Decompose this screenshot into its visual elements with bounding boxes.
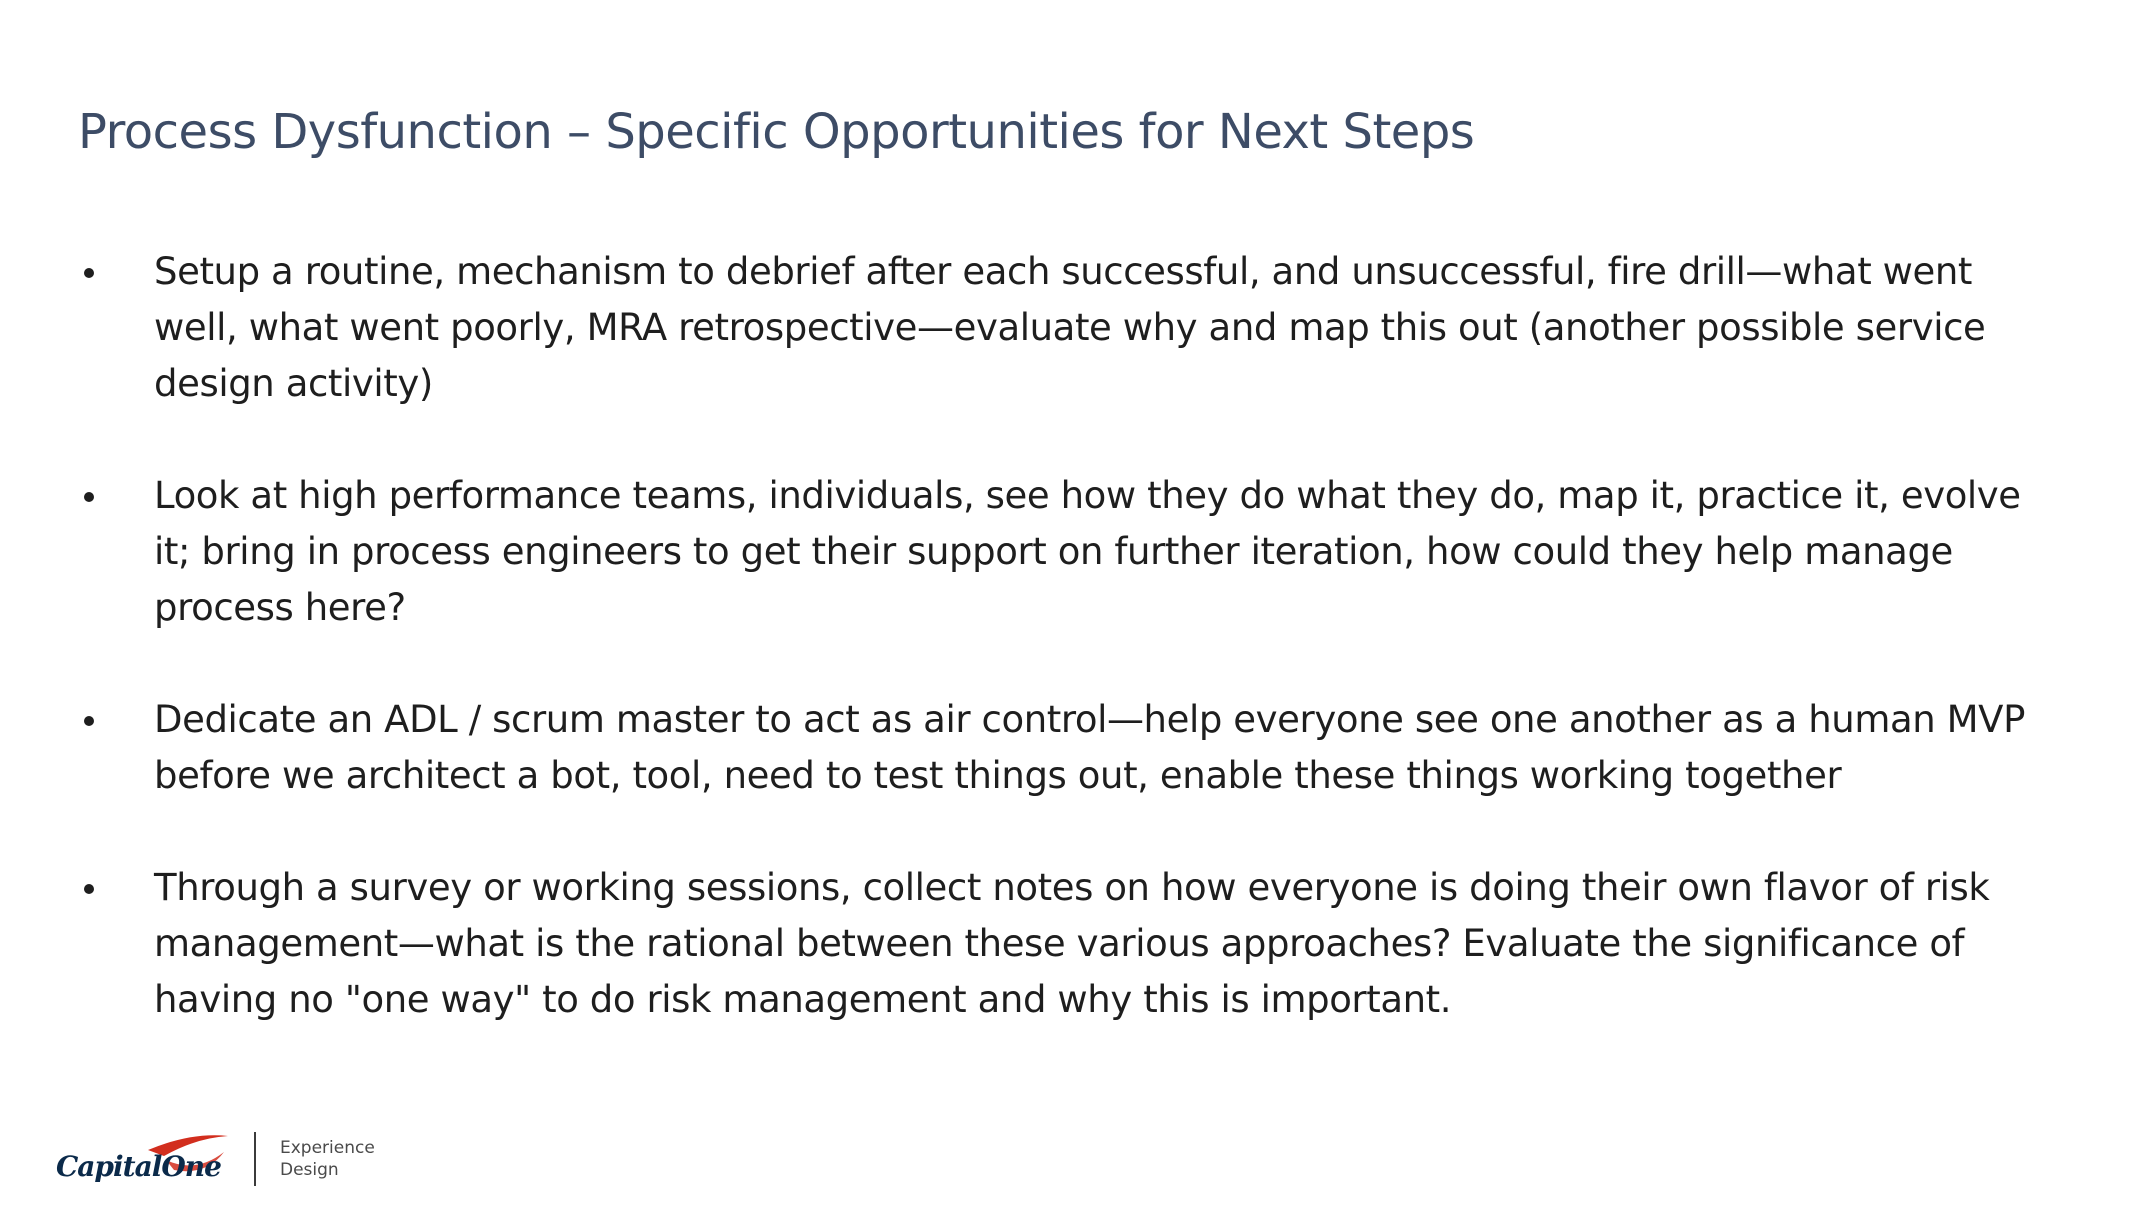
bullet-dot-icon — [84, 492, 94, 502]
capital-one-logo — [56, 1130, 234, 1188]
footer-label-line2: Design — [280, 1160, 339, 1180]
bullet-dot-icon — [84, 884, 94, 894]
bullet-item — [78, 244, 2058, 412]
bullet-text: Dedicate an ADL / scrum master to act as air control—help everyone see one another as a human MVP before we architect a bot, tool, need to test things out, enable these things working together — [154, 698, 2026, 797]
footer-label-line1: Experience — [280, 1138, 375, 1158]
footer — [56, 1130, 375, 1188]
bullet-list — [78, 244, 2058, 1084]
bullet-dot-icon — [84, 268, 94, 278]
footer-divider — [254, 1132, 256, 1186]
bullet-item — [78, 692, 2058, 804]
bullet-text: Through a survey or working sessions, collect notes on how everyone is doing their own flavor of risk management—what is the rational between these various approaches? Evaluate the significance of having no "one way" to do risk management and why this is important. — [154, 866, 1990, 1021]
logo-wordmark: CapitalOne — [56, 1150, 221, 1183]
bullet-dot-icon — [84, 716, 94, 726]
slide-title: Process Dysfunction – Specific Opportunities for Next Steps — [78, 104, 1475, 160]
bullet-item — [78, 860, 2058, 1028]
bullet-item — [78, 468, 2058, 636]
footer-label — [280, 1137, 375, 1181]
bullet-text: Look at high performance teams, individuals, see how they do what they do, map it, practice it, evolve it; bring in process engineers to get their support on further iteration, how could they help manage process here? — [154, 474, 2021, 629]
bullet-text: Setup a routine, mechanism to debrief after each successful, and unsuccessful, fire drill—what went well, what went poorly, MRA retrospective—evaluate why and map this out (another possible service design activity) — [154, 250, 1986, 405]
